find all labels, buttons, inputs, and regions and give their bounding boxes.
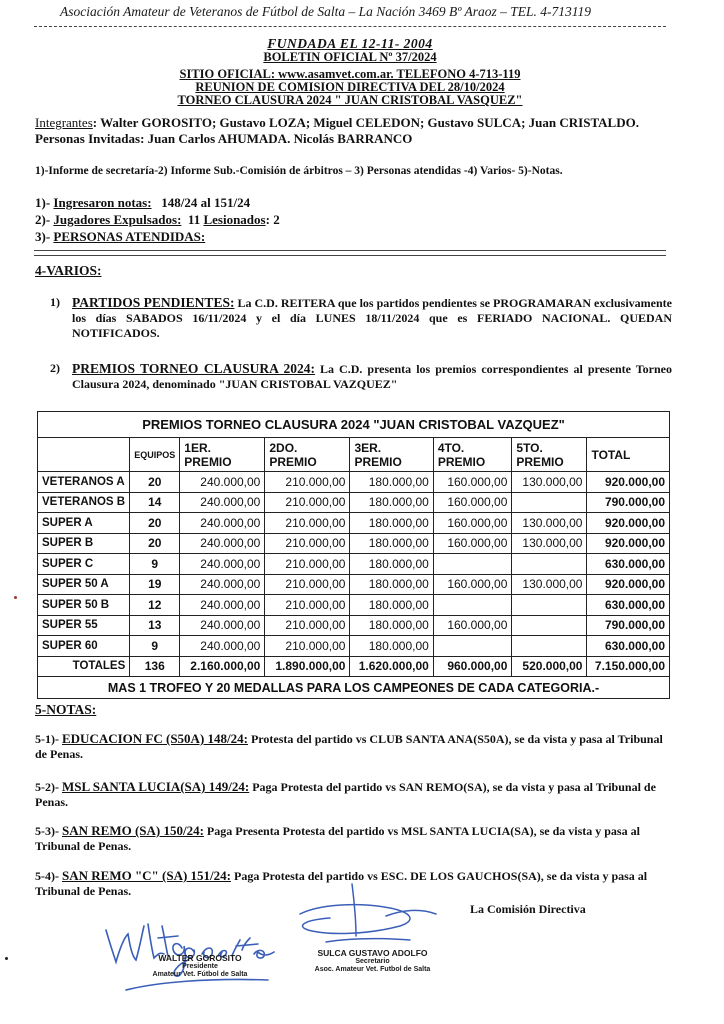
prize-cell: 240.000,00 <box>180 492 265 513</box>
prize-cell: 240.000,00 <box>180 472 265 493</box>
teams-cell: 20 <box>130 533 180 554</box>
secretary-name: SULCA GUSTAVO ADOLFO <box>317 948 428 958</box>
prize-cell: 210.000,00 <box>265 595 350 616</box>
tournament-line: TORNEO CLAUSURA 2024 " JUAN CRISTOBAL VASQUEZ" <box>177 93 523 107</box>
note-3 <box>35 823 675 854</box>
note-text: Paga Protesta del partido vs SAN REMO(SA), se da vista y pasa al Tribunal de Penas. <box>35 780 656 809</box>
prize-cell: 130.000,00 <box>512 472 587 493</box>
prize-cell: 180.000,00 <box>350 574 433 595</box>
prize-cell: 160.000,00 <box>433 574 512 595</box>
table-row <box>38 636 670 657</box>
prize-cell <box>512 554 587 575</box>
prize-cell: 130.000,00 <box>512 533 587 554</box>
prize-cell: 240.000,00 <box>180 554 265 575</box>
item-label: Jugadores Expulsados: <box>53 212 182 227</box>
header-prize-4: 4TO. PREMIO <box>433 438 512 472</box>
header-teams: EQUIPOS <box>130 438 180 472</box>
item-label: Ingresaron notas: <box>53 195 152 210</box>
scan-speck <box>14 596 17 599</box>
category-cell: SUPER B <box>38 533 130 554</box>
note-text: Paga Protesta del partido vs ESC. DE LOS GAUCHOS(SA), se da vista y pasa al Tribunal de Penas. <box>35 869 648 898</box>
table-row <box>38 472 670 493</box>
teams-cell: 20 <box>130 472 180 493</box>
prize-cell: 210.000,00 <box>265 554 350 575</box>
secretary-role: Secretario <box>355 958 390 965</box>
prize-total: 1.890.000,00 <box>265 656 350 677</box>
members-text: : Walter GOROSITO; Gustavo LOZA; Miguel CELEDON; Gustavo SULCA; Juan CRISTALDO. Personas Invitadas: Juan Carlos AHUMADA. Nicolás BARRANCO <box>35 115 639 146</box>
prize-cell: 210.000,00 <box>265 636 350 657</box>
prize-cell: 210.000,00 <box>265 472 350 493</box>
table-footer-row <box>38 677 670 699</box>
prize-cell: 180.000,00 <box>350 554 433 575</box>
founded-line: FUNDADA EL 12-11- 2004 <box>267 36 433 51</box>
item-number: 2)- <box>35 212 51 227</box>
prize-cell: 210.000,00 <box>265 533 350 554</box>
note-1 <box>35 731 675 762</box>
prize-cell: 180.000,00 <box>350 492 433 513</box>
prize-cell: 160.000,00 <box>433 615 512 636</box>
prize-cell <box>433 595 512 616</box>
total-cell: 920.000,00 <box>587 472 670 493</box>
total-cell: 920.000,00 <box>587 574 670 595</box>
table-row <box>38 492 670 513</box>
prize-cell: 130.000,00 <box>512 513 587 534</box>
total-cell: 920.000,00 <box>587 513 670 534</box>
note-id: 5-3)- <box>35 824 62 838</box>
prize-cell: 210.000,00 <box>265 513 350 534</box>
members-paragraph <box>35 115 665 147</box>
table-row <box>38 554 670 575</box>
teams-cell: 14 <box>130 492 180 513</box>
header-total: TOTAL <box>587 438 670 472</box>
prize-cell <box>512 636 587 657</box>
category-cell: SUPER 50 B <box>38 595 130 616</box>
meeting-line: REUNION DE COMISION DIRECTIVA DEL 28/10/2024 <box>195 80 505 94</box>
prize-cell: 160.000,00 <box>433 513 512 534</box>
header-prize-1: 1ER. PREMIO <box>180 438 265 472</box>
table-row <box>38 533 670 554</box>
table-title-row <box>38 412 670 438</box>
prize-cell: 210.000,00 <box>265 615 350 636</box>
table-row <box>38 615 670 636</box>
prize-cell: 180.000,00 <box>350 513 433 534</box>
item-label: PERSONAS ATENDIDAS: <box>53 229 206 244</box>
prize-cell: 240.000,00 <box>180 533 265 554</box>
president-signature-block <box>140 953 260 979</box>
header-prize-3: 3ER. PREMIO <box>350 438 433 472</box>
total-cell: 630.000,00 <box>587 595 670 616</box>
item-label: Lesionados <box>203 212 266 227</box>
pending-matches-paragraph <box>50 295 672 341</box>
varios-title: 4-VARIOS: <box>35 263 102 278</box>
prize-cell: 180.000,00 <box>350 615 433 636</box>
paragraph-text: La C.D. presenta los premios correspondientes al presente Torneo Clausura 2024, denominado "JUAN CRISTOBAL VAZQUEZ" <box>72 362 672 391</box>
table-footer: MAS 1 TROFEO Y 20 MEDALLAS PARA LOS CAMPEONES DE CADA CATEGORIA.- <box>38 677 670 699</box>
total-cell: 630.000,00 <box>587 636 670 657</box>
item-value: : 2 <box>265 212 280 227</box>
note-id: 5-2)- <box>35 780 62 794</box>
prize-cell: 180.000,00 <box>350 636 433 657</box>
total-cell: 920.000,00 <box>587 533 670 554</box>
prize-cell <box>433 554 512 575</box>
bulletin-number: BOLETIN OFICIAL Nº 37/2024 <box>263 50 437 64</box>
total-cell: 790.000,00 <box>587 492 670 513</box>
grand-total: 7.150.000,00 <box>587 656 670 677</box>
totals-row <box>38 656 670 677</box>
table-row <box>38 513 670 534</box>
prize-cell <box>512 492 587 513</box>
agenda-line: 1)-Informe de secretaría-2) Informe Sub.-Comisión de árbitros – 3) Personas atendidas -4) Varios- 5)-Notas. <box>35 165 563 177</box>
note-reference: SAN REMO (SA) 150/24: <box>62 823 204 838</box>
members-label: Integrantes <box>35 115 93 130</box>
teams-cell: 13 <box>130 615 180 636</box>
category-cell: VETERANOS B <box>38 492 130 513</box>
note-text: Paga Presenta Protesta del partido vs MSL SANTA LUCIA(SA), se da vista y pasa al Tribunal de Penas. <box>35 824 640 853</box>
secretary-org: Asoc. Amateur Vet. Futbol de Salta <box>314 966 431 973</box>
note-text: Protesta del partido vs CLUB SANTA ANA(S50A), se da vista y pasa al Tribunal de Penas. <box>35 732 663 761</box>
official-site: SITIO OFICIAL: www.asamvet.com.ar. TELEFONO 4-713-119 <box>179 67 521 81</box>
category-cell: SUPER A <box>38 513 130 534</box>
prize-total: 2.160.000,00 <box>180 656 265 677</box>
total-cell: 790.000,00 <box>587 615 670 636</box>
secretary-signature <box>290 880 450 950</box>
prize-cell: 180.000,00 <box>350 533 433 554</box>
category-cell: SUPER 50 A <box>38 574 130 595</box>
note-reference: MSL SANTA LUCIA(SA) 149/24: <box>62 779 250 794</box>
association-header: Asociación Amateur de Veteranos de Fútbol de Salta – La Nación 3469 Bº Araoz – TEL. 4-713119 <box>60 4 592 19</box>
item-players <box>35 211 280 228</box>
note-reference: EDUCACION FC (S50A) 148/24: <box>62 731 248 746</box>
president-org: Amateur Vet. Fútbol de Salta <box>152 971 248 978</box>
section-divider <box>34 255 666 256</box>
prize-cell: 130.000,00 <box>512 574 587 595</box>
paragraph-number: 2) <box>50 361 60 375</box>
total-cell: 630.000,00 <box>587 554 670 575</box>
header-prize-2: 2DO. PREMIO <box>265 438 350 472</box>
teams-cell: 19 <box>130 574 180 595</box>
prize-cell: 240.000,00 <box>180 595 265 616</box>
note-reference: SAN REMO "C" (SA) 151/24: <box>62 868 231 883</box>
item-value: 148/24 al 151/24 <box>161 195 251 210</box>
items-block <box>35 194 280 245</box>
president-name: WALTER GOROSITO <box>158 953 242 963</box>
prize-cell: 160.000,00 <box>433 533 512 554</box>
teams-cell: 9 <box>130 554 180 575</box>
teams-cell: 20 <box>130 513 180 534</box>
prizes-table <box>37 411 670 699</box>
prize-cell: 180.000,00 <box>350 595 433 616</box>
prize-cell: 160.000,00 <box>433 472 512 493</box>
prizes-paragraph <box>50 361 672 392</box>
table-row <box>38 574 670 595</box>
paragraph-number: 1) <box>50 295 60 309</box>
table-row <box>38 595 670 616</box>
teams-cell: 9 <box>130 636 180 657</box>
teams-total: 136 <box>130 656 180 677</box>
prize-cell <box>433 636 512 657</box>
title-block <box>34 37 666 107</box>
president-role: Presidente <box>182 963 218 970</box>
item-value: 11 <box>187 212 201 227</box>
item-number: 3)- <box>35 229 51 244</box>
header-prize-5: 5TO. PREMIO <box>512 438 587 472</box>
category-cell: SUPER 60 <box>38 636 130 657</box>
note-id: 5-4)- <box>35 869 62 883</box>
prize-cell: 180.000,00 <box>350 472 433 493</box>
prize-cell <box>512 615 587 636</box>
prize-total: 520.000,00 <box>512 656 587 677</box>
notes-title: 5-NOTAS: <box>35 702 97 717</box>
prize-cell: 240.000,00 <box>180 636 265 657</box>
paragraph-text: La C.D. REITERA que los partidos pendientes se PROGRAMARAN exclusivamente los días SABADOS 16/11/2024 y el día LUNES 18/11/2024 que es FERIADO NACIONAL. QUEDAN NOTIFICADOS. <box>72 296 672 340</box>
teams-cell: 12 <box>130 595 180 616</box>
paragraph-title: PARTIDOS PENDIENTES: <box>72 295 235 310</box>
prize-cell: 210.000,00 <box>265 574 350 595</box>
note-2 <box>35 779 675 810</box>
section-divider <box>34 250 666 251</box>
paragraph-title: PREMIOS TORNEO CLAUSURA 2024: <box>72 361 315 376</box>
table-title: PREMIOS TORNEO CLAUSURA 2024 "JUAN CRISTOBAL VAZQUEZ" <box>38 412 670 438</box>
category-cell: SUPER C <box>38 554 130 575</box>
closing-signature-line: La Comisión Directiva <box>470 902 586 916</box>
item-notes <box>35 194 280 211</box>
secretary-signature-block <box>300 948 445 974</box>
scan-speck <box>5 957 8 960</box>
item-number: 1)- <box>35 195 51 210</box>
category-cell: SUPER 55 <box>38 615 130 636</box>
totals-label: TOTALES <box>38 656 130 677</box>
table-header-row <box>38 438 670 472</box>
prize-cell: 240.000,00 <box>180 615 265 636</box>
prize-total: 1.620.000,00 <box>350 656 433 677</box>
prize-cell: 240.000,00 <box>180 513 265 534</box>
prize-cell: 160.000,00 <box>433 492 512 513</box>
prize-cell <box>512 595 587 616</box>
prize-total: 960.000,00 <box>433 656 512 677</box>
header-blank <box>38 438 130 472</box>
prize-cell: 240.000,00 <box>180 574 265 595</box>
item-people <box>35 228 280 245</box>
header-divider <box>34 26 666 27</box>
category-cell: VETERANOS A <box>38 472 130 493</box>
note-id: 5-1)- <box>35 732 62 746</box>
prize-cell: 210.000,00 <box>265 492 350 513</box>
